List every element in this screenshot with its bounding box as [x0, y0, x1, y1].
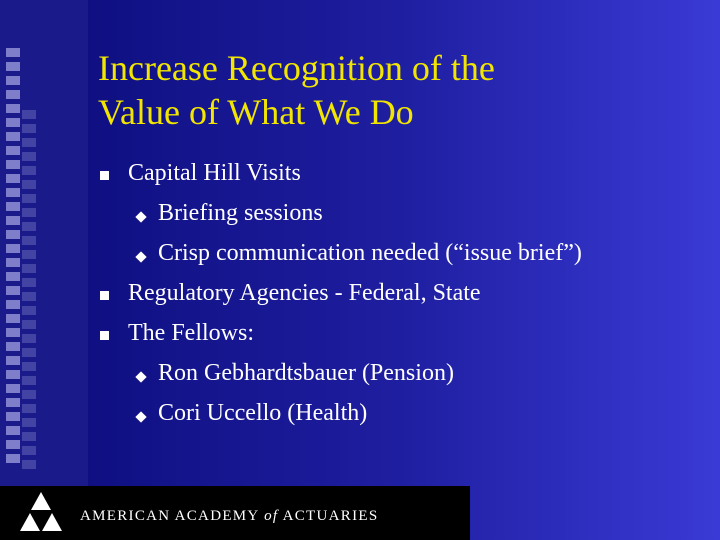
bullet-text: Capital Hill Visits	[128, 160, 301, 186]
diamond-bullet-icon	[135, 411, 146, 422]
sub-bullet-text: Ron Gebhardtsbauer (Pension)	[158, 360, 454, 386]
square-bullet-icon	[100, 331, 109, 340]
diamond-bullet-icon	[135, 211, 146, 222]
bullet-text: The Fellows:	[128, 320, 254, 346]
sub-bullet-text: Cori Uccello (Health)	[158, 400, 368, 426]
sub-bullet-text: Briefing sessions	[158, 200, 323, 226]
square-bullet-icon	[100, 171, 109, 180]
diamond-bullet-icon	[135, 251, 146, 262]
org-name-part-2: of	[264, 508, 279, 524]
slide-title	[98, 46, 698, 134]
title-line-1: Increase Recognition of the	[98, 48, 495, 88]
sub-bullet-text: Crisp communication needed (“issue brief”)	[158, 240, 582, 266]
bullet-text: Regulatory Agencies - Federal, State	[128, 280, 481, 306]
decorative-squares	[6, 48, 20, 468]
diamond-bullet-icon	[135, 371, 146, 382]
decorative-squares-faded	[22, 110, 36, 470]
organization-name	[80, 508, 378, 525]
org-name-part-3: ACTUARIES	[282, 508, 379, 524]
triangle-triforce-icon	[18, 490, 64, 536]
square-bullet-icon	[100, 291, 109, 300]
org-name-part-1: AMERICAN ACADEMY	[80, 508, 260, 524]
footer-bar	[0, 486, 470, 540]
left-decorative-strip	[0, 0, 88, 486]
title-line-2: Value of What We Do	[98, 92, 414, 132]
